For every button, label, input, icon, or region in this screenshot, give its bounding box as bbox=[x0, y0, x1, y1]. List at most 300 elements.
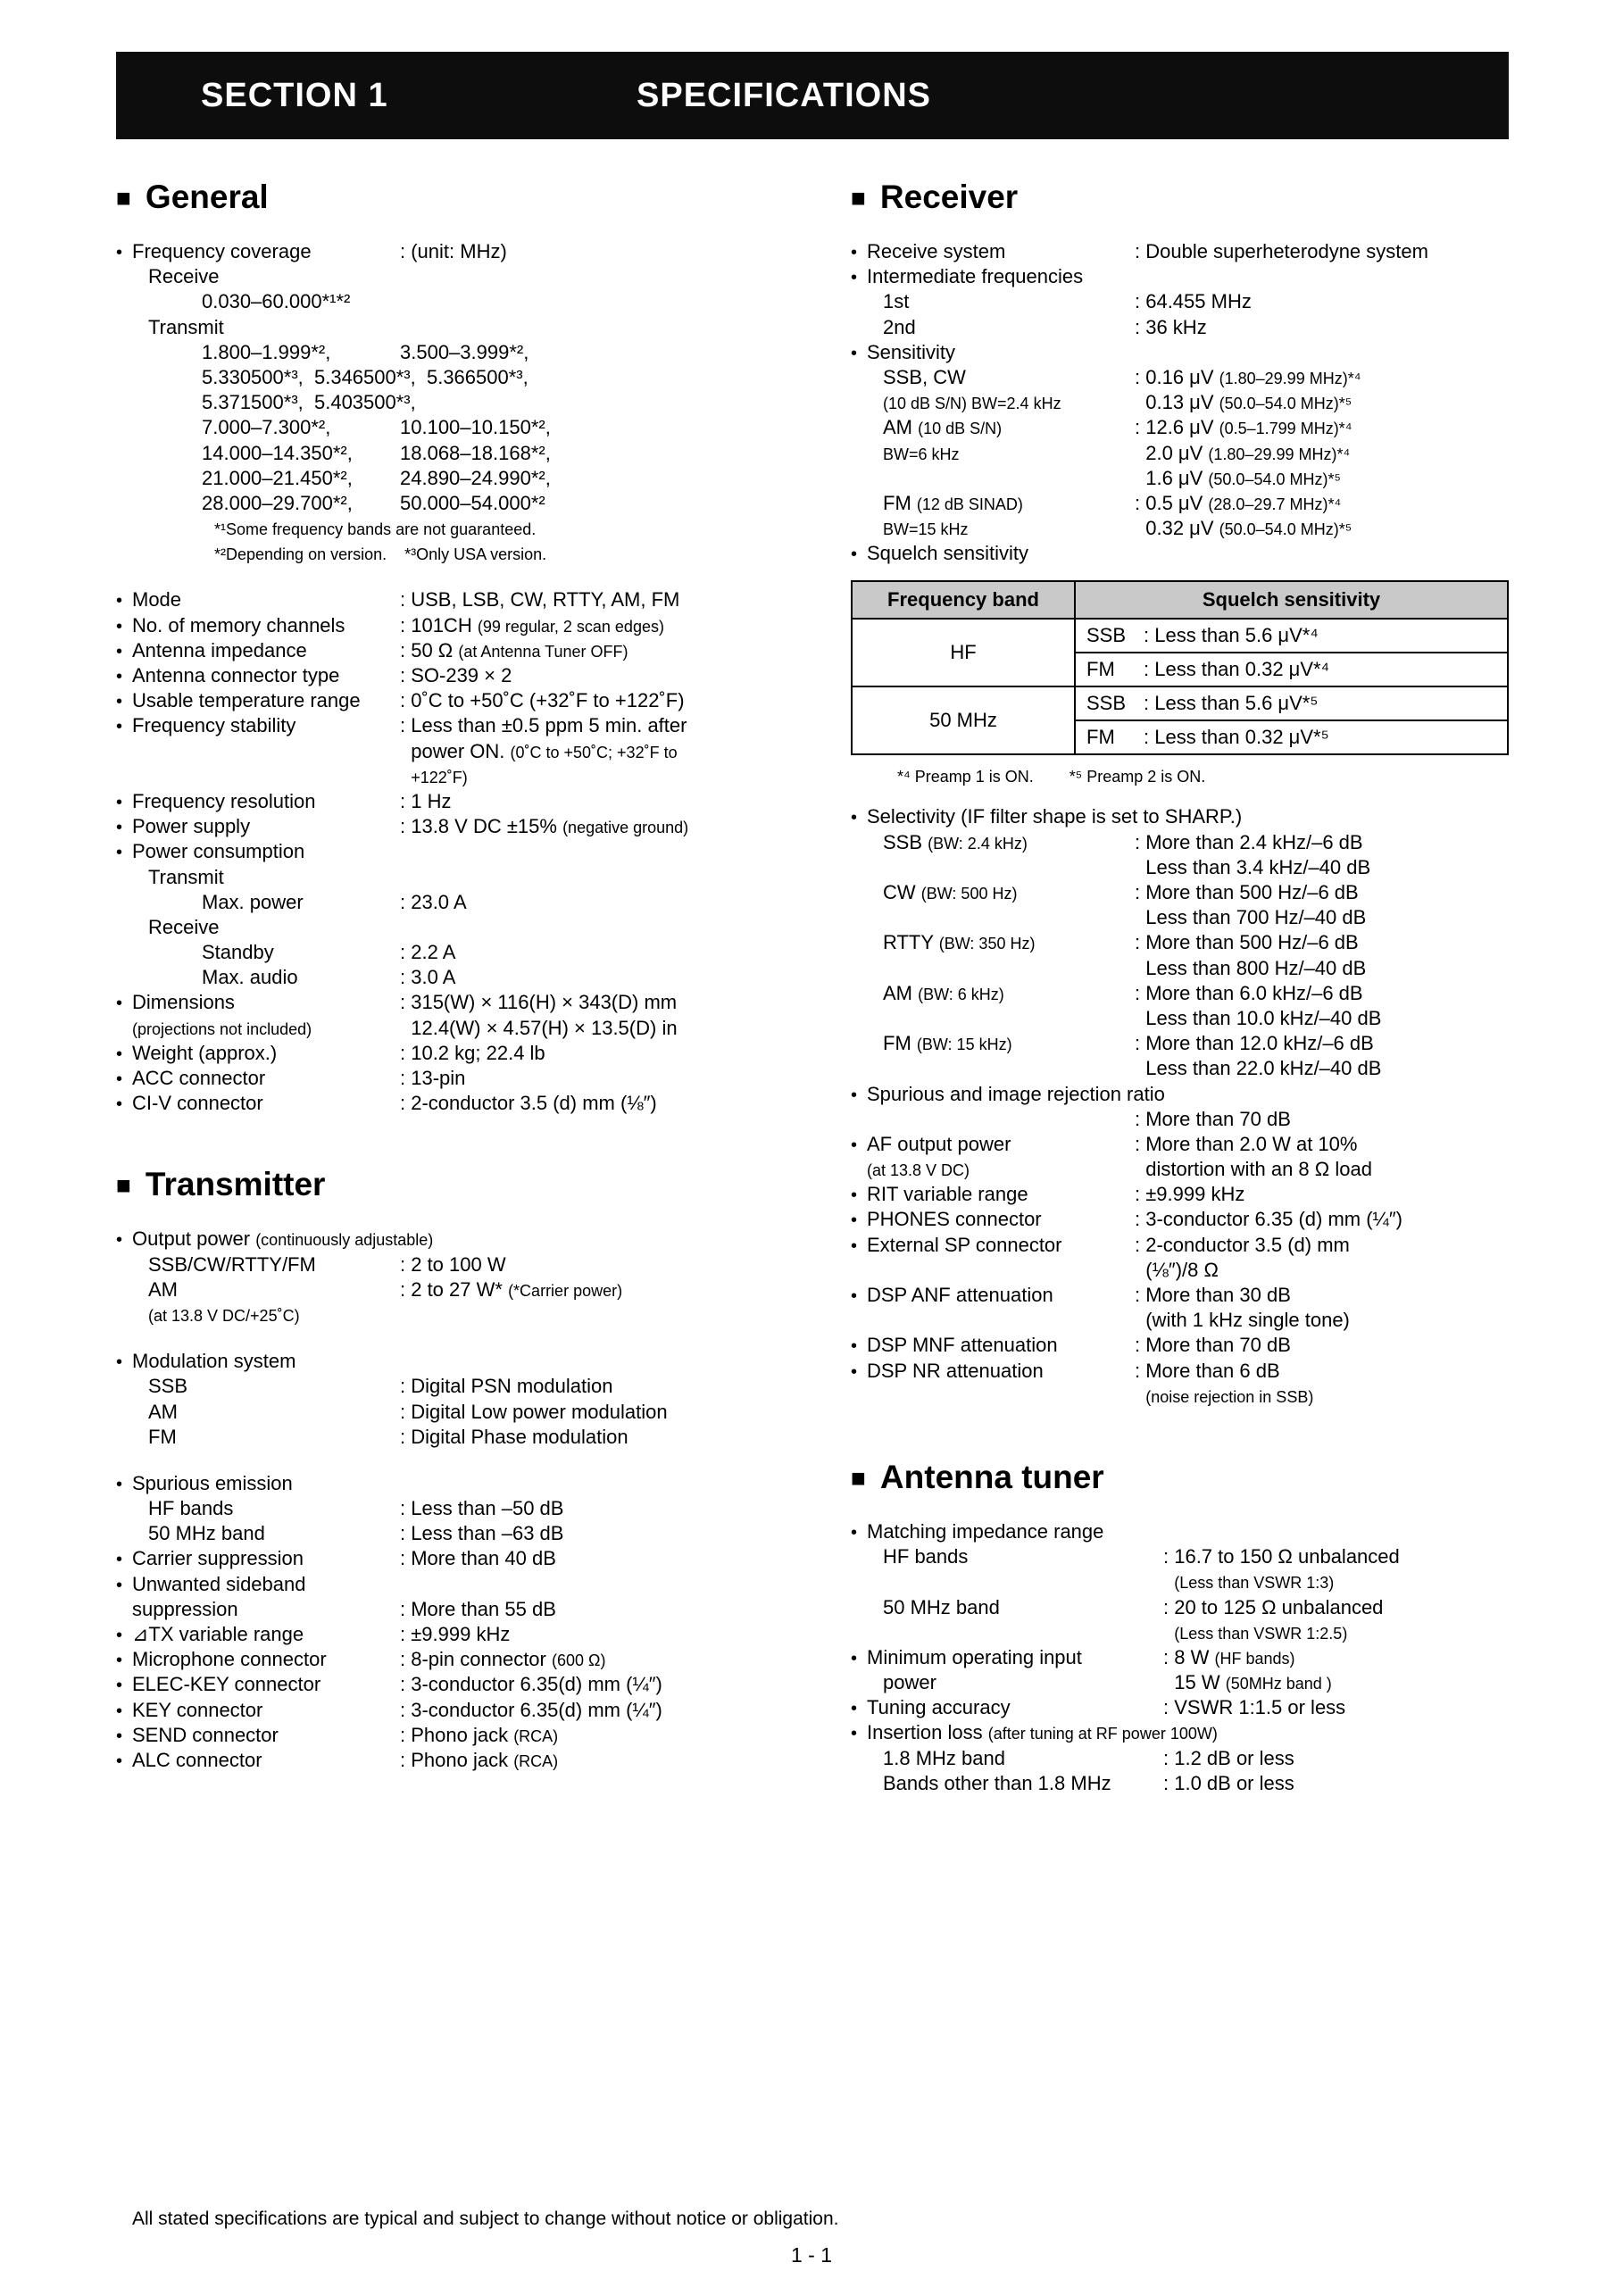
text-segment: : More than 12.0 kHz/–6 dB bbox=[1135, 1032, 1374, 1055]
text-segment: 18.068–18.168*², bbox=[400, 441, 551, 464]
spec-label bbox=[867, 1107, 1135, 1132]
general-heading bbox=[116, 179, 774, 216]
text-segment: 0.13 μV bbox=[1135, 391, 1219, 414]
spec-row bbox=[851, 441, 1509, 466]
text-segment: Bands other than 1.8 MHz bbox=[883, 1771, 1111, 1794]
spec-value bbox=[1163, 1670, 1509, 1695]
receiver-heading bbox=[851, 179, 1509, 216]
spec-label bbox=[132, 466, 400, 491]
spec-label bbox=[867, 981, 1135, 1006]
spec-label bbox=[132, 1400, 400, 1425]
section-transmitter bbox=[116, 1166, 774, 1773]
spec-label bbox=[867, 415, 1135, 440]
bullet-spacer bbox=[851, 1623, 867, 1645]
spec-label bbox=[867, 441, 1135, 466]
text-segment: (Less than VSWR 1:3) bbox=[1174, 1574, 1335, 1593]
text-segment: Weight (approx.) bbox=[132, 1041, 278, 1064]
spec-label bbox=[132, 915, 774, 940]
spec-value bbox=[400, 441, 774, 466]
text-segment: Tuning accuracy bbox=[867, 1696, 1011, 1719]
spec-label bbox=[132, 638, 400, 663]
spec-value bbox=[400, 965, 774, 990]
bullet-spacer bbox=[851, 833, 867, 855]
spec-label bbox=[867, 1157, 1135, 1182]
spec-label bbox=[132, 814, 400, 839]
transmitter-title: Transmitter bbox=[145, 1166, 326, 1203]
spec-row bbox=[116, 1521, 774, 1546]
spec-label bbox=[867, 1359, 1135, 1384]
spec-row bbox=[116, 264, 774, 289]
text-segment: Max. audio bbox=[202, 966, 298, 989]
spec-row bbox=[116, 613, 774, 638]
text-segment: : More than 6 dB bbox=[1135, 1359, 1280, 1382]
spec-row bbox=[851, 1569, 1509, 1594]
transmitter-rows bbox=[116, 1227, 774, 1773]
text-segment: 0.030–60.000*¹*² bbox=[202, 290, 351, 313]
bullet-icon: • bbox=[116, 818, 123, 838]
bullet-icon: • bbox=[851, 1724, 858, 1744]
spec-value bbox=[400, 491, 774, 516]
text-segment: (at 13.8 V DC/+25˚C) bbox=[148, 1306, 300, 1325]
spec-label bbox=[132, 587, 400, 612]
text-segment: : ±9.999 kHz bbox=[400, 1623, 511, 1645]
text-segment: : More than 6.0 kHz/–6 dB bbox=[1135, 981, 1363, 1004]
text-segment: : SO-239 × 2 bbox=[400, 664, 512, 686]
bullet-spacer bbox=[116, 1600, 132, 1622]
spec-row bbox=[116, 587, 774, 612]
section-marker-icon: ■ bbox=[851, 1463, 866, 1492]
bullet-spacer bbox=[851, 1110, 867, 1132]
antenna-tuner-title: Antenna tuner bbox=[879, 1458, 1104, 1495]
spec-label bbox=[132, 965, 400, 990]
spec-row bbox=[851, 1132, 1509, 1157]
spec-row bbox=[116, 638, 774, 663]
receiver-rows-top bbox=[851, 239, 1509, 566]
bullet-spacer bbox=[116, 469, 132, 491]
spec-label bbox=[132, 264, 774, 289]
spec-row bbox=[116, 1622, 774, 1647]
text-segment: (10 dB S/N) bbox=[918, 420, 1003, 438]
spec-row bbox=[116, 415, 774, 440]
spec-row bbox=[851, 1384, 1509, 1409]
spec-row bbox=[116, 1252, 774, 1277]
bullet-icon: • bbox=[116, 1751, 123, 1771]
spec-row bbox=[851, 264, 1509, 289]
page-header bbox=[116, 52, 1509, 139]
sensitivity-value: : Less than 0.32 μV*⁵ bbox=[1144, 726, 1329, 749]
bullet-icon: • bbox=[851, 268, 858, 288]
bullet-icon: • bbox=[116, 1550, 123, 1570]
spec-value bbox=[400, 890, 774, 915]
bullet-spacer bbox=[851, 1160, 867, 1182]
text-segment: : 3-conductor 6.35(d) mm (¼″) bbox=[400, 1673, 662, 1696]
text-segment: 10.100–10.150*², bbox=[400, 416, 551, 439]
spec-value bbox=[1163, 1595, 1509, 1620]
spec-value bbox=[1135, 981, 1509, 1006]
bullet-icon: • bbox=[851, 1336, 858, 1357]
spec-label bbox=[867, 1544, 1163, 1569]
spec-row bbox=[116, 965, 774, 990]
text-segment: (1.80–29.99 MHz)*⁴ bbox=[1208, 445, 1351, 463]
bullet-spacer bbox=[116, 393, 132, 415]
spec-label bbox=[132, 365, 774, 390]
spec-label bbox=[132, 990, 400, 1015]
text-segment: (BW: 500 Hz) bbox=[920, 885, 1018, 903]
spec-value bbox=[1135, 1031, 1509, 1056]
spec-label bbox=[132, 764, 400, 789]
text-segment: : ±9.999 kHz bbox=[1135, 1183, 1245, 1206]
spec-label bbox=[132, 613, 400, 638]
sensitivity-value: : Less than 5.6 μV*⁴ bbox=[1144, 624, 1319, 647]
text-segment: *¹Some frequency bands are not guaranteed. bbox=[214, 520, 537, 539]
text-segment: : Less than –63 dB bbox=[400, 1522, 564, 1545]
spec-value bbox=[1135, 441, 1509, 466]
text-segment: 5.330500*³, 5.346500*³, 5.366500*³, bbox=[202, 365, 529, 388]
text-segment: : Digital Low power modulation bbox=[400, 1400, 668, 1423]
spec-label bbox=[132, 1425, 400, 1450]
spec-label bbox=[867, 956, 1135, 981]
spec-label bbox=[867, 1031, 1135, 1056]
spec-value bbox=[1135, 1308, 1509, 1333]
spec-label bbox=[132, 1597, 400, 1622]
bullet-spacer bbox=[116, 343, 132, 365]
text-segment: Frequency resolution bbox=[132, 789, 316, 812]
text-segment: Less than 10.0 kHz/–40 dB bbox=[1135, 1006, 1382, 1029]
text-segment: (at Antenna Tuner OFF) bbox=[458, 642, 628, 661]
bullet-spacer bbox=[851, 292, 867, 314]
text-segment: (600 Ω) bbox=[551, 1651, 606, 1670]
text-segment: : 2.2 A bbox=[400, 941, 456, 964]
text-segment bbox=[1163, 1621, 1174, 1643]
bullet-icon: • bbox=[116, 667, 123, 686]
spec-label bbox=[867, 390, 1135, 415]
spec-value bbox=[400, 739, 774, 764]
spec-value bbox=[1135, 930, 1509, 955]
bullet-icon: • bbox=[851, 1522, 858, 1543]
text-segment: ELEC-KEY connector bbox=[132, 1673, 321, 1696]
spec-label bbox=[132, 1496, 400, 1521]
spec-label bbox=[132, 340, 400, 365]
spec-value bbox=[400, 1698, 774, 1723]
spec-value bbox=[400, 688, 774, 713]
spec-label bbox=[867, 1132, 1135, 1157]
spec-row bbox=[116, 340, 774, 365]
bullet-spacer bbox=[851, 1034, 867, 1056]
spec-value bbox=[1135, 1359, 1509, 1384]
text-segment: (at 13.8 V DC) bbox=[867, 1161, 970, 1180]
bullet-icon: • bbox=[116, 1474, 123, 1494]
spec-row bbox=[851, 1720, 1509, 1745]
bullet-spacer bbox=[116, 1280, 132, 1302]
text-segment: 28.000–29.700*², bbox=[202, 491, 353, 514]
spec-row bbox=[116, 688, 774, 713]
spec-row bbox=[851, 1082, 1509, 1107]
spec-label bbox=[132, 516, 774, 541]
spec-row bbox=[851, 804, 1509, 829]
text-segment: Power consumption bbox=[132, 840, 305, 863]
spec-row bbox=[116, 739, 774, 764]
spec-label bbox=[132, 491, 400, 516]
spec-label bbox=[867, 264, 1509, 289]
text-segment: Carrier suppression bbox=[132, 1547, 304, 1570]
receiver-title: Receiver bbox=[879, 179, 1019, 215]
spec-label bbox=[132, 390, 774, 415]
spec-row bbox=[116, 1672, 774, 1697]
spec-row bbox=[851, 956, 1509, 981]
spec-value bbox=[400, 1066, 774, 1091]
spec-label bbox=[867, 1620, 1163, 1645]
bullet-spacer bbox=[116, 1019, 132, 1041]
text-segment bbox=[1135, 1385, 1145, 1407]
bullet-spacer bbox=[851, 1059, 867, 1081]
spec-label bbox=[132, 1672, 400, 1697]
bullet-spacer bbox=[851, 984, 867, 1006]
spec-value bbox=[400, 1672, 774, 1697]
bullet-spacer bbox=[116, 1305, 132, 1327]
spec-value bbox=[1163, 1746, 1509, 1771]
squelch-sensitivity-cell bbox=[1075, 653, 1508, 686]
text-segment: SSB bbox=[148, 1375, 188, 1398]
spec-label bbox=[132, 1723, 400, 1748]
spec-row bbox=[116, 940, 774, 965]
spec-value bbox=[1135, 516, 1509, 541]
section-marker-icon: ■ bbox=[851, 184, 866, 212]
text-segment: Matching impedance range bbox=[867, 1519, 1104, 1543]
bullet-spacer bbox=[851, 1673, 867, 1695]
sensitivity-value: : Less than 5.6 μV*⁵ bbox=[1144, 692, 1319, 715]
spec-row bbox=[116, 541, 774, 566]
text-segment: : More than 70 dB bbox=[1135, 1334, 1291, 1357]
bullet-spacer bbox=[116, 318, 132, 340]
text-segment: : 10.2 kg; 22.4 lb bbox=[400, 1041, 545, 1064]
spec-row bbox=[851, 239, 1509, 264]
bullet-spacer bbox=[116, 1255, 132, 1277]
spec-value bbox=[400, 1647, 774, 1672]
text-segment: Modulation system bbox=[132, 1350, 296, 1373]
spec-label bbox=[867, 1233, 1135, 1258]
spec-row bbox=[116, 239, 774, 264]
text-segment: : Less than –50 dB bbox=[400, 1497, 564, 1520]
bullet-spacer bbox=[851, 1749, 867, 1771]
spec-label bbox=[132, 239, 400, 264]
bullet-spacer bbox=[116, 1524, 132, 1546]
text-segment: Squelch sensitivity bbox=[867, 542, 1028, 565]
text-segment: AF output power bbox=[867, 1132, 1011, 1155]
text-segment: (BW: 2.4 kHz) bbox=[928, 834, 1028, 853]
text-segment: : 2-conductor 3.5 (d) mm (⅛″) bbox=[400, 1092, 657, 1115]
spec-row bbox=[851, 905, 1509, 930]
spec-row bbox=[851, 1359, 1509, 1384]
bullet-icon: • bbox=[116, 994, 123, 1014]
bullet-spacer bbox=[851, 1572, 867, 1594]
text-segment: ⊿TX variable range bbox=[132, 1623, 304, 1645]
spec-row bbox=[851, 1308, 1509, 1333]
text-segment: : Phono jack bbox=[400, 1723, 514, 1746]
text-segment bbox=[400, 765, 411, 787]
spec-row bbox=[851, 1283, 1509, 1308]
spec-label bbox=[867, 1082, 1509, 1107]
text-segment: : 3-conductor 6.35(d) mm (¼″) bbox=[400, 1698, 662, 1721]
text-segment: : 1 Hz bbox=[400, 789, 452, 812]
text-segment: Transmit bbox=[148, 865, 224, 888]
text-segment: 1st bbox=[883, 290, 910, 313]
spec-label bbox=[132, 1041, 400, 1066]
spec-row bbox=[851, 1182, 1509, 1207]
spec-label bbox=[867, 1207, 1135, 1232]
bullet-icon: • bbox=[851, 1286, 858, 1306]
text-segment: : More than 500 Hz/–6 dB bbox=[1135, 881, 1359, 903]
spec-value bbox=[400, 1723, 774, 1748]
spec-value bbox=[1135, 1258, 1509, 1283]
spec-value bbox=[400, 1546, 774, 1571]
spec-label bbox=[132, 839, 774, 864]
spec-value bbox=[1135, 956, 1509, 981]
text-segment: (50.0–54.0 MHz)*⁵ bbox=[1208, 470, 1341, 488]
text-segment: (0˚C to +50˚C; +32˚F to bbox=[510, 743, 678, 761]
spec-value bbox=[400, 1041, 774, 1066]
text-segment: KEY connector bbox=[132, 1698, 263, 1721]
bullet-spacer bbox=[851, 1547, 867, 1569]
text-segment: (BW: 350 Hz) bbox=[938, 935, 1036, 953]
spec-row bbox=[851, 491, 1509, 516]
spec-label bbox=[132, 1622, 400, 1647]
spec-value bbox=[1135, 1107, 1509, 1132]
right-column bbox=[851, 179, 1509, 1796]
spec-value bbox=[1135, 415, 1509, 440]
spec-row bbox=[851, 981, 1509, 1006]
text-segment: : Less than ±0.5 ppm 5 min. after bbox=[400, 714, 687, 737]
spec-label bbox=[132, 663, 400, 688]
bullet-icon: • bbox=[851, 243, 858, 262]
spec-value bbox=[1135, 855, 1509, 880]
spec-label bbox=[867, 1720, 1509, 1745]
spec-label bbox=[132, 1016, 400, 1041]
spec-label bbox=[867, 830, 1135, 855]
spec-label bbox=[132, 1546, 400, 1571]
receiver-rows-bottom bbox=[851, 804, 1509, 1409]
spec-row bbox=[851, 415, 1509, 440]
spec-row bbox=[851, 390, 1509, 415]
spec-row bbox=[116, 1698, 774, 1723]
text-segment: (negative ground) bbox=[562, 819, 689, 837]
bullet-spacer bbox=[116, 1499, 132, 1521]
spec-row bbox=[851, 1333, 1509, 1358]
spec-label bbox=[867, 315, 1135, 340]
text-segment: Antenna impedance bbox=[132, 638, 307, 661]
spec-label bbox=[132, 1572, 774, 1597]
bullet-spacer bbox=[851, 444, 867, 466]
spec-row bbox=[116, 1400, 774, 1425]
spec-value bbox=[1135, 315, 1509, 340]
squelch-table-header-sensitivity: Squelch sensitivity bbox=[1075, 581, 1508, 619]
text-segment: Less than 22.0 kHz/–40 dB bbox=[1135, 1057, 1382, 1080]
text-segment: 50.000–54.000*² bbox=[400, 491, 545, 514]
bullet-icon: • bbox=[116, 1626, 123, 1645]
bullet-spacer bbox=[116, 893, 132, 915]
text-segment: CI-V connector bbox=[132, 1092, 263, 1115]
spec-row bbox=[116, 1647, 774, 1672]
bullet-spacer bbox=[851, 883, 867, 905]
spec-label bbox=[132, 1471, 774, 1496]
text-segment: 24.890–24.990*², bbox=[400, 466, 551, 489]
bullet-spacer bbox=[851, 318, 867, 340]
spec-value bbox=[1135, 1207, 1509, 1232]
page-number: 1 - 1 bbox=[790, 2243, 833, 2267]
spec-value bbox=[400, 764, 774, 789]
spec-label bbox=[132, 1277, 400, 1302]
text-segment: : 2 to 100 W bbox=[400, 1252, 506, 1276]
text-segment: RTTY bbox=[883, 931, 939, 954]
spec-label bbox=[867, 1595, 1163, 1620]
text-segment: : 0.5 μV bbox=[1135, 491, 1209, 514]
bullet-icon: • bbox=[851, 343, 858, 363]
spec-value bbox=[400, 415, 774, 440]
squelch-table-body bbox=[852, 619, 1508, 754]
spec-label bbox=[867, 930, 1135, 955]
bullet-spacer bbox=[851, 393, 867, 415]
spec-label bbox=[867, 1670, 1163, 1695]
spec-value bbox=[400, 638, 774, 663]
bullet-spacer bbox=[116, 1377, 132, 1399]
bullet-spacer bbox=[851, 469, 867, 491]
spec-value bbox=[1135, 1283, 1509, 1308]
bullet-icon: • bbox=[116, 1044, 123, 1064]
text-segment: SSB/CW/RTTY/FM bbox=[148, 1252, 316, 1276]
spec-label bbox=[867, 1384, 1135, 1409]
text-segment: : 2-conductor 3.5 (d) mm bbox=[1135, 1233, 1350, 1256]
text-segment: *²Depending on version. *³Only USA version. bbox=[214, 545, 547, 564]
spec-value bbox=[1135, 365, 1509, 390]
bullet-spacer bbox=[116, 494, 132, 516]
spec-row bbox=[116, 814, 774, 839]
text-segment: 2.0 μV bbox=[1135, 441, 1209, 464]
text-segment: (Less than VSWR 1:2.5) bbox=[1174, 1624, 1348, 1643]
spec-value bbox=[1163, 1695, 1509, 1720]
bullet-icon: • bbox=[851, 1210, 858, 1231]
squelch-table-head bbox=[852, 581, 1508, 619]
text-segment: SEND connector bbox=[132, 1723, 279, 1746]
bullet-icon: • bbox=[116, 1726, 123, 1746]
bullet-icon: • bbox=[851, 1235, 858, 1256]
spec-row bbox=[116, 365, 774, 390]
spec-row bbox=[851, 340, 1509, 365]
text-segment: ACC connector bbox=[132, 1067, 266, 1089]
spec-label bbox=[132, 315, 774, 340]
mode-label: SSB bbox=[1086, 624, 1127, 647]
text-segment: Transmit bbox=[148, 315, 224, 338]
spec-value bbox=[1135, 1233, 1509, 1258]
spec-row bbox=[851, 1519, 1509, 1544]
bullet-icon: • bbox=[851, 1135, 858, 1155]
spec-value bbox=[1135, 239, 1509, 264]
text-segment: (50.0–54.0 MHz)*⁵ bbox=[1219, 395, 1352, 413]
spec-row bbox=[851, 830, 1509, 855]
spec-value bbox=[1135, 289, 1509, 314]
spec-row bbox=[851, 1670, 1509, 1695]
sensitivity-value: : Less than 0.32 μV*⁴ bbox=[1144, 658, 1330, 681]
text-segment: (noise rejection in SSB) bbox=[1145, 1387, 1314, 1406]
text-segment: Max. power bbox=[202, 890, 304, 913]
spec-row bbox=[851, 1107, 1509, 1132]
text-segment: BW=15 kHz bbox=[883, 520, 969, 539]
spec-row bbox=[851, 880, 1509, 905]
spec-label bbox=[132, 1349, 774, 1374]
spec-label bbox=[132, 739, 400, 764]
spec-label bbox=[132, 688, 400, 713]
bullet-spacer bbox=[116, 267, 132, 289]
spec-row bbox=[116, 1748, 774, 1773]
text-segment: (28.0–29.7 MHz)*⁴ bbox=[1208, 495, 1342, 513]
